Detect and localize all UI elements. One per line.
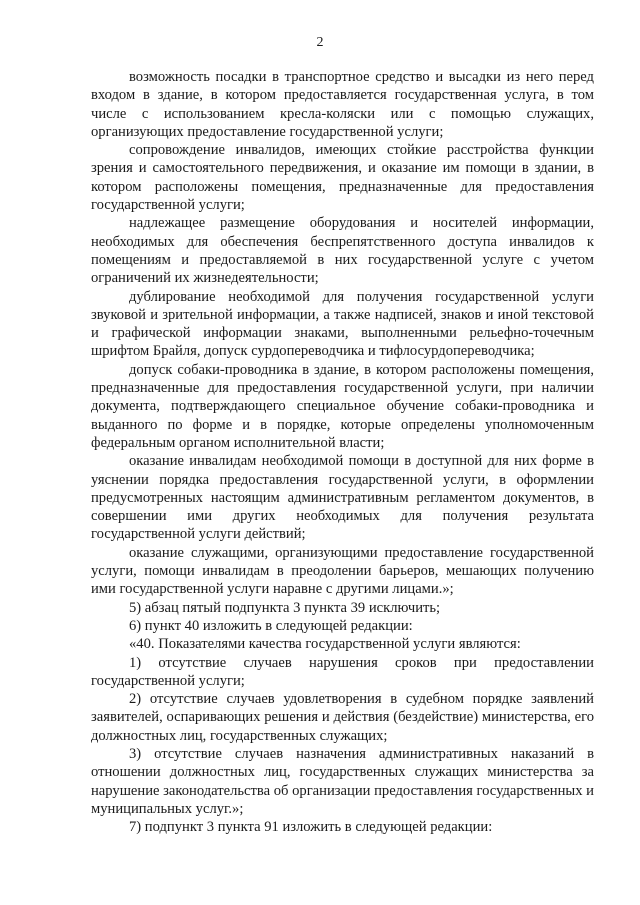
paragraph-escort-disabled: сопровождение инвалидов, имеющих стойкие расстройства функции зрения и самостоятельного передвижения, и оказание им помощи в здании, в котором расположены помещения, предназначенные для предоставления государственной услуги; bbox=[91, 142, 594, 214]
page-number: 2 bbox=[316, 35, 324, 50]
list-item-6: 6) пункт 40 изложить в следующей редакции: bbox=[129, 617, 413, 634]
paragraph-information-duplication: дублирование необходимой для получения государственной услуги звуковой и зрительной информации, а также надписей, знаков и иной текстовой и графической информации знаками, выполненными рельефно-точечным шрифтом Брайля, допуск сурдопереводчика и тифлосурдопереводчика; bbox=[91, 288, 594, 360]
indicator-item-3: 3) отсутствие случаев назначения административных наказаний в отношении должностных лиц, государственных служащих министерства за нарушение законодательства об организации предоставления государственных и муниципальных услуг.»; bbox=[91, 745, 594, 817]
paragraph-barrier-help: оказание служащими, организующими предоставление государственной услуги, помощи инвалидам в преодолении барьеров, мешающих получению ими государственной услуги наравне с другими лицами.»; bbox=[91, 544, 594, 598]
paragraph-equipment-placement: надлежащее размещение оборудования и носителей информации, необходимых для обеспечения беспрепятственного доступа инвалидов к помещениям и предоставляемой в них государственной услуге с учетом ограничений их жизнедеятельности; bbox=[91, 215, 594, 287]
indicator-item-1: 1) отсутствие случаев нарушения сроков при предоставлении государственной услуги; bbox=[91, 654, 594, 689]
list-item-7: 7) подпункт 3 пункта 91 изложить в следующей редакции: bbox=[129, 819, 493, 836]
paragraph-quality-indicators: «40. Показателями качества государственной услуги являются: bbox=[129, 636, 521, 653]
paragraph-guide-dog-access: допуск собаки-проводника в здание, в котором расположены помещения, предназначенные для предоставления государственной услуги, при наличии документа, подтверждающего специальное обучение собаки-проводника и выданного по форме и в порядке, которые определены уполномоченным федеральным органом исполнительной власти; bbox=[91, 361, 594, 451]
list-item-5: 5) абзац пятый подпункта 3 пункта 39 исключить; bbox=[129, 599, 441, 616]
paragraph-boarding-assistance: возможность посадки в транспортное средство и высадки из него перед входом в здание, в котором предоставляется государственная услуга, в том числе с использованием кресла-коляски или с помощью служащих, организующих предоставление государственной услуги; bbox=[91, 69, 594, 140]
paragraph-assistance-procedure: оказание инвалидам необходимой помощи в доступной для них форме в уяснении порядка предоставления государственной услуги, в оформлении предусмотренных настоящим административным регламентом документов, в совершении ими других необходимых для получения результата государственной услуги действий; bbox=[91, 453, 594, 543]
document-body bbox=[91, 68, 594, 836]
indicator-item-2: 2) отсутствие случаев удовлетворения в судебном порядке заявлений заявителей, оспаривающих решения и действия (бездействие) министерства, его должностных лиц, государственных служащих; bbox=[91, 691, 594, 744]
